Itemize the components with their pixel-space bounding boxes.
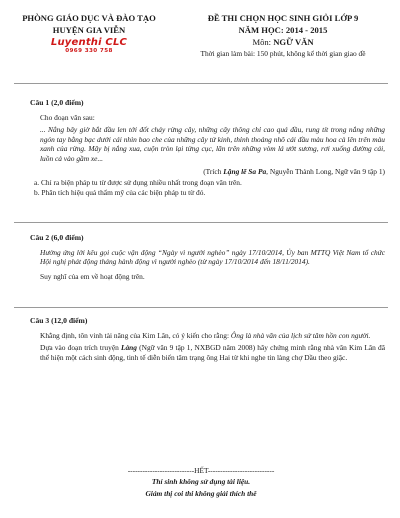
q2-body: Hưởng ứng lời kêu gọi cuộc vận động “Ngày vì người nghèo” ngày 17/10/2014, Ủy ban MTTQ Việt Nam tổ chức Hội nghị phát động tháng hành động vì người nghèo (từ ngày 17/10/2014 đến 18/11/2014). [40, 247, 385, 267]
question-2 [30, 233, 385, 281]
q3-work-title: Làng [120, 343, 137, 353]
q3-para-1-lead: Khẳng định, tôn vinh tài năng của Kim Lân, có ý kiến cho rằng: [40, 330, 231, 340]
exam-title: ĐỀ THI CHỌN HỌC SINH GIỎI LỚP 9 [207, 13, 359, 23]
header-left [14, 12, 164, 56]
end-marker: ---------------------------HẾT--------------------------- [127, 466, 275, 475]
footer [14, 465, 388, 499]
department-name: PHÒNG GIÁO DỤC VÀ ĐÀO TẠO [22, 13, 156, 23]
q1-part-a: a. Chỉ ra biện pháp tu từ được sử dụng nhiều nhất trong đoạn văn trên. [34, 178, 242, 188]
q1-source-rest: , Nguyễn Thành Long, Ngữ văn 9 tập 1) [266, 166, 385, 176]
district-name: HUYỆN GIA VIỄN [52, 25, 126, 35]
divider-2 [14, 307, 388, 308]
q3-para-2 [30, 343, 385, 362]
q2-task: Suy nghĩ của em về hoạt động trên. [40, 271, 145, 281]
q1-source [30, 167, 385, 177]
q1-title: Câu 1 (2,0 điểm) [30, 98, 84, 107]
header-divider [14, 83, 388, 84]
q3-para-2-b: (Ngữ văn 9 tập 1, NXBGD năm 2008) hãy chứng minh rằng nhà văn Kim Lân đã thể hiện một cách sinh động, tinh tế diễn biến tâm trạng ông Hai từ khi nghe tin làng chợ Dầu theo giặc. [40, 343, 385, 362]
question-1 [30, 98, 385, 197]
header-right [178, 12, 388, 60]
time-note: Thời gian làm bài: 150 phút, không kể thời gian giao đề [200, 49, 366, 58]
q3-para-2-a: Dựa vào đoạn trích truyện [40, 343, 121, 353]
q2-title: Câu 2 (6,0 điểm) [30, 233, 84, 242]
logo-phone: 0969 330 758 [65, 48, 113, 54]
subject-label: Môn: [252, 37, 274, 47]
q1-source-title: Lặng lẽ Sa Pa [223, 166, 267, 176]
q3-quote: Ông là nhà văn của lịch sử tâm hồn con người. [230, 330, 371, 340]
q1-part-b: b. Phân tích hiệu quả thẩm mỹ của các biện pháp tu từ đó. [34, 187, 206, 197]
divider-1 [14, 222, 388, 223]
footer-note-1: Thí sinh không sử dụng tài liệu. [151, 477, 251, 487]
q3-para-1 [30, 331, 385, 341]
q1-source-open: (Trích [203, 166, 224, 176]
subject-value: NGỮ VĂN [273, 37, 314, 47]
question-3 [30, 316, 385, 362]
logo-text: Luyenthi CLC [50, 37, 128, 48]
q1-passage: ... Nắng bây giờ bắt đầu len tới đốt cháy rừng cây, những cây thông chỉ cao quá đầu, rung tít trong nắng những ngón tay bằng bạc dưới cái nhìn bao che của những cây tử kinh, thỉnh thoảng nhô cái đầu màu hoa cà lên trên màu xanh của rừng. Mây bị nắng xua, cuộn tròn lại từng cục, lăn trên những vòm lá ướt sương, rơi xuống đường cái, luồn cả vào gầm xe... [40, 125, 385, 163]
school-year: NĂM HỌC: 2014 - 2015 [238, 25, 328, 35]
subject-line [178, 36, 388, 48]
footer-note-2: Giám thị coi thi không giải thích thê [145, 488, 257, 498]
q3-title: Câu 3 (12,0 điểm) [30, 316, 88, 325]
watermark-logo [14, 38, 164, 56]
q1-intro: Cho đoạn văn sau: [40, 112, 95, 122]
